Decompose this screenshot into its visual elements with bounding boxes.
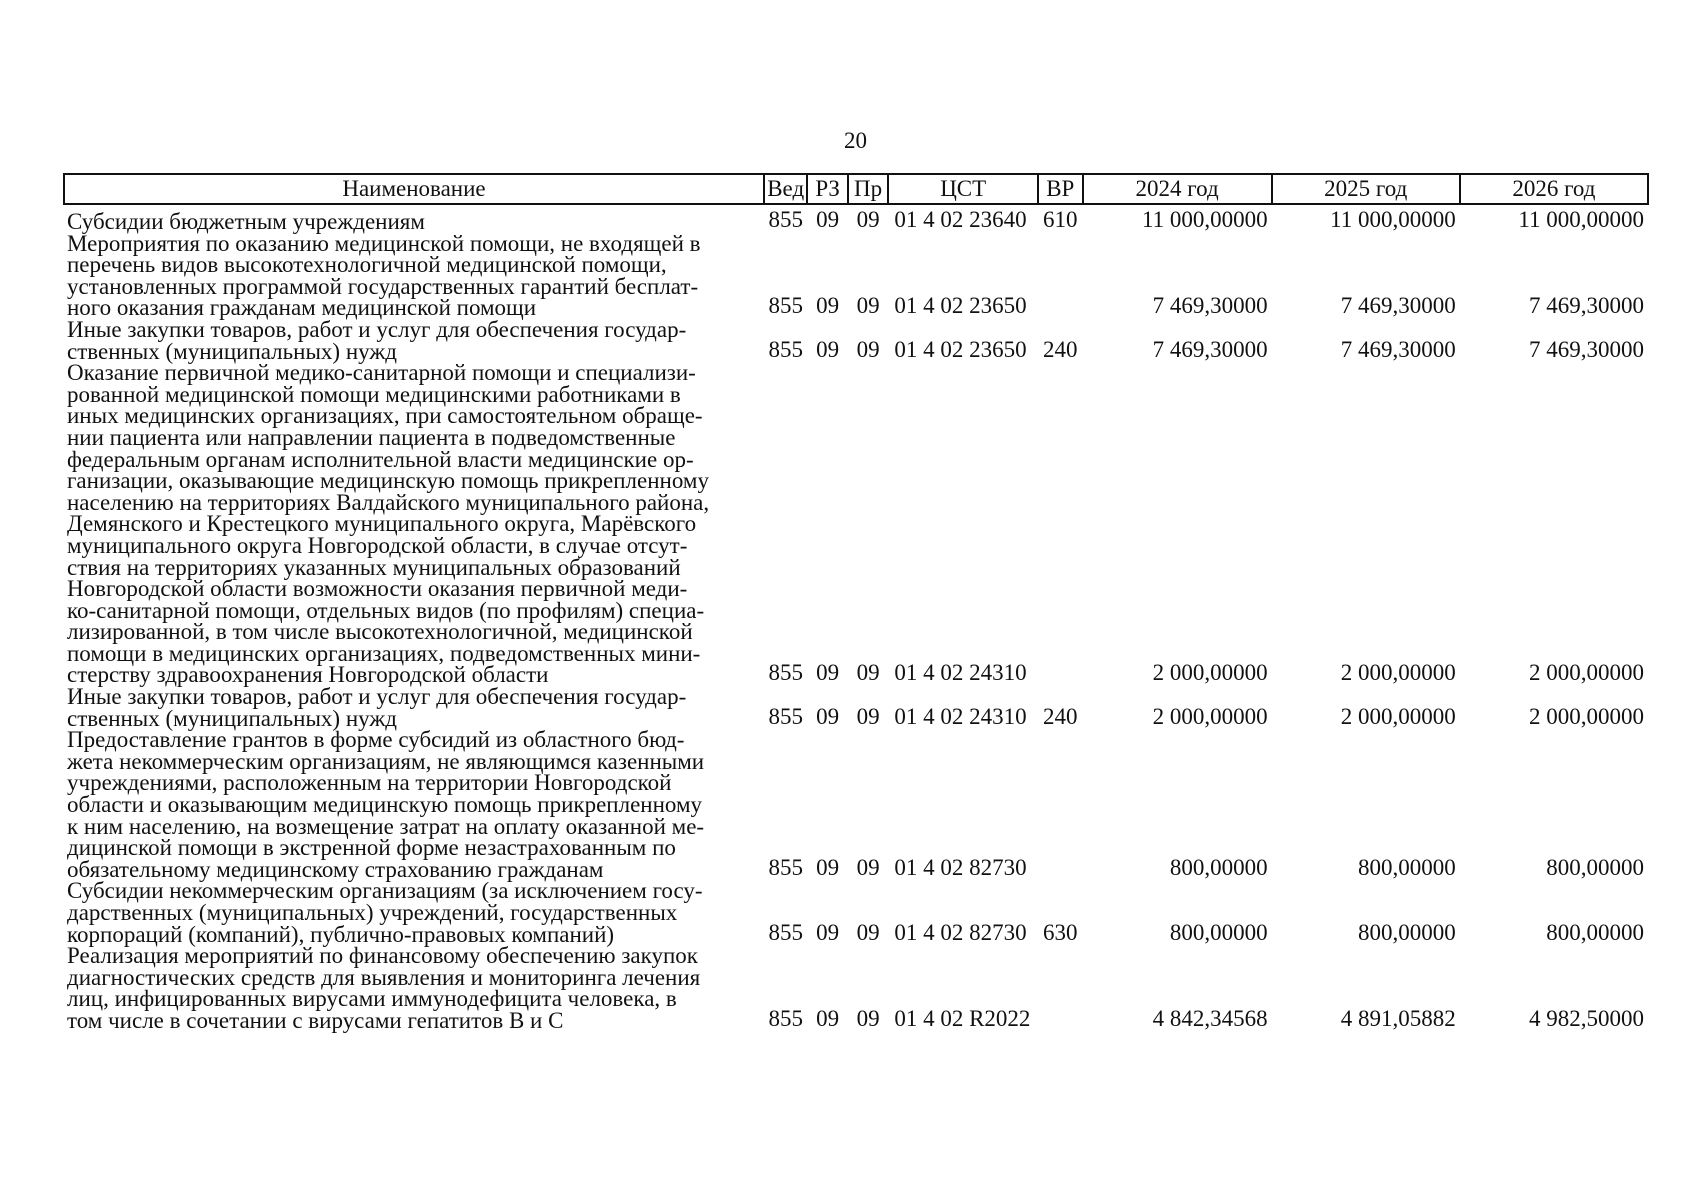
cell-name [64, 362, 764, 686]
cell-2025: 4 891,05882 [1340, 1005, 1456, 1031]
cell-rz: 09 [816, 293, 840, 319]
cell-name-line: Новгородской области возможности оказания первичной меди- [67, 576, 688, 602]
cell-2024: 7 469,30000 [1152, 293, 1268, 319]
cell-vr: 630 [1043, 919, 1078, 945]
cell-rz: 09 [816, 703, 840, 729]
table-row [64, 686, 1648, 729]
cell-2026: 2 000,00000 [1529, 660, 1644, 686]
table-row [64, 204, 1648, 233]
cell-2025: 7 469,30000 [1340, 293, 1456, 319]
cell-name-line: Субсидии некоммерческим организациям (за исключением госу- [67, 878, 703, 904]
table-header-row [64, 174, 1648, 204]
table-row [64, 880, 1648, 945]
cell-2026: 7 469,30000 [1529, 293, 1644, 319]
cell-ved: 855 [768, 336, 803, 362]
cell-rz: 09 [816, 207, 840, 232]
cell-ved: 855 [768, 854, 803, 880]
header-2024: 2024 год [1083, 174, 1272, 204]
cell-ved: 855 [768, 919, 803, 945]
cell-2025: 2 000,00000 [1340, 703, 1456, 729]
cell-name-line: лиц, инфицированных вирусами иммунодефицита человека, в [67, 986, 677, 1012]
cell-pr: 09 [856, 919, 880, 945]
cell-2026: 2 000,00000 [1529, 703, 1644, 729]
cell-name [64, 880, 764, 945]
cell-name-line: области и оказывающим медицинскую помощь прикрепленному [67, 792, 703, 818]
cell-name-line: к ним населению, на возмещение затрат на оплату оказанной ме- [67, 813, 705, 839]
cell-name-line: Демянского и Крестецкого муниципального округа, Марёвского [67, 511, 697, 537]
cell-name-line: Мероприятия по оказанию медицинской помощи, не входящей в [67, 230, 701, 256]
cell-2026: 7 469,30000 [1529, 336, 1644, 362]
cell-name-line: ственных (муниципальных) нужд [67, 705, 397, 731]
cell-name-line: обязательному медицинскому страхованию гражданам [67, 856, 604, 882]
cell-cst: 01 4 02 24310 [894, 703, 1027, 729]
cell-name-line: ганизации, оказывающие медицинскую помощь прикрепленному [67, 468, 709, 494]
cell-2025: 11 000,00000 [1330, 207, 1456, 232]
cell-name-line: ствия на территориях указанных муниципальных образований [67, 554, 681, 580]
cell-2025: 800,00000 [1358, 854, 1456, 880]
cell-name-line: помощи в медицинских организациях, подведомственных мини- [67, 640, 701, 666]
cell-name-line: нии пациента или направлении пациента в подведомственные [67, 424, 676, 450]
cell-name-line: Оказание первичной медико-санитарной помощи и специализи- [67, 360, 696, 386]
cell-name [64, 204, 764, 233]
cell-vr: 240 [1043, 703, 1078, 729]
table-row [64, 233, 1648, 319]
cell-name [64, 686, 764, 729]
header-2025: 2025 год [1272, 174, 1460, 204]
cell-2024: 800,00000 [1169, 854, 1268, 880]
cell-pr: 09 [856, 660, 880, 686]
header-vr: ВР [1038, 174, 1083, 204]
table-body [64, 204, 1648, 1032]
cell-pr: 09 [856, 854, 880, 880]
cell-name-line: населению на территориях Валдайского муниципального района, [67, 489, 710, 515]
header-pr: Пр [848, 174, 888, 204]
table-row [64, 319, 1648, 362]
cell-pr: 09 [856, 293, 880, 319]
cell-2025: 7 469,30000 [1340, 336, 1456, 362]
cell-name-line: ко-санитарной помощи, отдельных видов (по профилям) специа- [67, 597, 705, 623]
cell-name-line: перечень видов высокотехнологичной медицинской помощи, [67, 252, 667, 278]
cell-name-line: лизированной, в том числе высокотехнологичной, медицинской [67, 619, 693, 645]
cell-2026: 800,00000 [1546, 854, 1644, 880]
header-2026: 2026 год [1460, 174, 1648, 204]
cell-2025: 800,00000 [1358, 919, 1456, 945]
cell-name-line: дарственных (муниципальных) учреждений, государственных [67, 900, 678, 925]
cell-2026: 4 982,50000 [1529, 1005, 1644, 1031]
cell-vr [1038, 729, 1083, 880]
cell-name-line: Реализация мероприятий по финансовому обеспечению закупок [67, 943, 698, 969]
cell-name-line: стерству здравоохранения Новгородской области [67, 662, 549, 688]
page-number: 20 [844, 128, 867, 153]
cell-name-line: Иные закупки товаров, работ и услуг для обеспечения государ- [67, 684, 687, 710]
cell-ved: 855 [768, 207, 803, 232]
cell-cst: 01 4 02 23640 [894, 207, 1027, 232]
cell-name-line: муниципального округа Новгородской области, в случае отсут- [67, 532, 688, 558]
cell-rz: 09 [816, 660, 840, 686]
table-row [64, 729, 1648, 880]
cell-rz: 09 [816, 336, 840, 362]
cell-rz: 09 [816, 1005, 840, 1031]
cell-name [64, 316, 764, 364]
cell-rz: 09 [816, 854, 840, 880]
header-ved: Вед [764, 174, 807, 204]
cell-name-line: иных медицинских организациях, при самостоятельном обраще- [67, 403, 703, 429]
cell-name-line: федеральным органам исполнительной власти медицинские ор- [67, 446, 694, 472]
cell-ved: 855 [768, 1005, 803, 1031]
cell-vr [1038, 945, 1083, 1031]
cell-name-line: Субсидии бюджетным учреждениям [67, 209, 425, 234]
cell-vr: 240 [1043, 336, 1078, 362]
cell-vr [1038, 233, 1083, 319]
cell-name-line: ственных (муниципальных) нужд [67, 338, 397, 364]
cell-name-line: Предоставление грантов в форме субсидий из областного бюд- [67, 727, 685, 753]
cell-ved: 855 [768, 293, 803, 319]
cell-name-line: Иные закупки товаров, работ и услуг для обеспечения государ- [67, 316, 687, 342]
cell-cst: 01 4 02 82730 [894, 854, 1027, 880]
header-rz: РЗ [807, 174, 847, 204]
cell-cst: 01 4 02 24310 [894, 660, 1027, 686]
cell-vr: 610 [1043, 207, 1078, 232]
cell-pr: 09 [856, 207, 880, 232]
cell-name-line: установленных программой государственных гарантий бесплат- [67, 273, 699, 299]
cell-cst: 01 4 02 23650 [894, 336, 1027, 362]
cell-name-line: ного оказания гражданам медицинской помощи [67, 295, 537, 321]
cell-name-line: корпораций (компаний), публично-правовых компаний) [67, 921, 615, 947]
cell-name-line: жета некоммерческим организациям, не являющимся казенными [67, 748, 705, 774]
cell-ved: 855 [768, 660, 803, 686]
cell-name-line: рованной медицинской помощи медицинскими работниками в [67, 381, 681, 407]
cell-name [64, 945, 764, 1031]
cell-cst: 01 4 02 82730 [894, 919, 1027, 945]
cell-ved: 855 [768, 703, 803, 729]
cell-name [64, 230, 764, 321]
cell-2024: 4 842,34568 [1152, 1005, 1268, 1031]
cell-cst: 01 4 02 23650 [894, 293, 1027, 319]
cell-vr [1038, 362, 1083, 686]
table-row [64, 945, 1648, 1031]
cell-pr: 09 [856, 703, 880, 729]
header-cst: ЦСТ [888, 174, 1038, 204]
cell-2026: 11 000,00000 [1518, 207, 1644, 232]
cell-pr: 09 [856, 336, 880, 362]
cell-cst: 01 4 02 R2022 [894, 1005, 1031, 1031]
cell-pr: 09 [856, 1005, 880, 1031]
cell-2024: 7 469,30000 [1152, 336, 1268, 362]
table-row [64, 362, 1648, 686]
cell-name [64, 729, 764, 880]
budget-table [63, 173, 1649, 1032]
cell-name-line: дицинской помощи в экстренной форме незастрахованным по [67, 835, 676, 861]
cell-2024: 11 000,00000 [1142, 207, 1268, 232]
cell-rz: 09 [816, 919, 840, 945]
cell-name-line: том числе в сочетании с вирусами гепатитов B и C [67, 1007, 564, 1033]
cell-2024: 2 000,00000 [1152, 660, 1268, 686]
cell-2024: 800,00000 [1169, 919, 1268, 945]
cell-2025: 2 000,00000 [1340, 660, 1456, 686]
header-name: Наименование [64, 174, 764, 204]
cell-name-line: диагностических средств для выявления и мониторинга лечения [67, 964, 701, 990]
cell-name-line: учреждениями, расположенным на территории Новгородской [67, 770, 672, 796]
cell-2024: 2 000,00000 [1152, 703, 1268, 729]
cell-2026: 800,00000 [1546, 919, 1644, 945]
